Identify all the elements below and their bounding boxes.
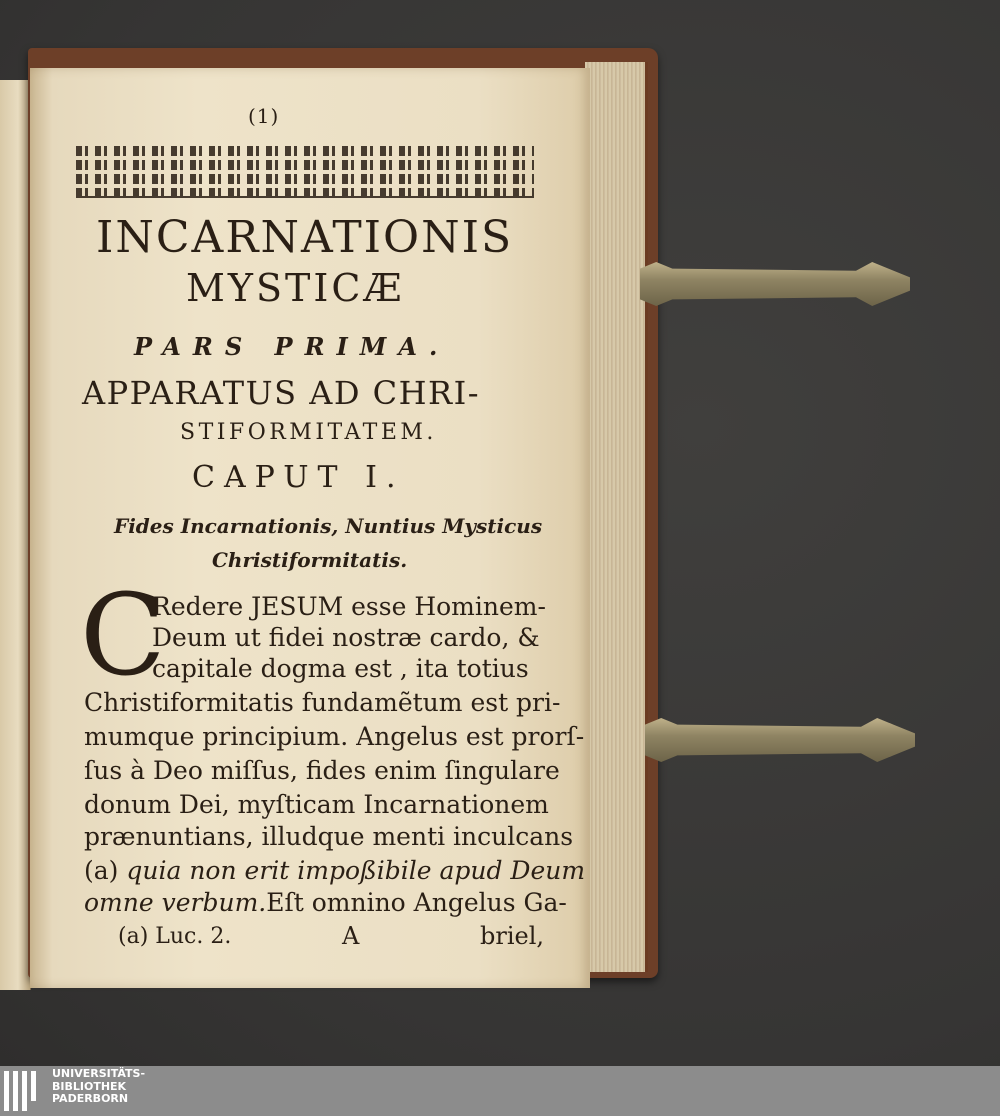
body-line	[84, 888, 567, 917]
page-number: (1)	[248, 104, 280, 128]
library-name-line-1: UNIVERSITÄTS-	[52, 1067, 146, 1080]
body-line: prænuntians, illudque menti inculcans	[84, 822, 574, 851]
body-line: Deum ut fidei nostræ cardo, &	[152, 623, 540, 652]
title-line-2: MYSTICÆ	[186, 266, 405, 310]
body-line: capitale dogma est , ita totius	[152, 654, 529, 683]
body-line: mumque principium. Angelus est prorſ-	[84, 722, 585, 751]
body-line: Christiformitatis fundamẽtum est pri-	[84, 688, 561, 717]
footnote-marker: (a)	[84, 856, 119, 885]
chapter-subtitle-line-2: Christiformitatis.	[212, 548, 408, 572]
library-name-line-3: PADERBORN	[52, 1092, 129, 1105]
title-line-1: INCARNATIONIS	[96, 212, 514, 263]
body-line: ſus à Deo miſſus, fides enim ſingulare	[84, 756, 560, 785]
scripture-quote: quia non erit impoßibile apud Deum	[126, 856, 586, 885]
left-page-edge	[0, 80, 31, 990]
library-logo-icon	[4, 1071, 44, 1111]
page-edges	[585, 62, 648, 972]
ornament-band-icon	[76, 142, 534, 198]
chapter-heading: CAPUT I.	[192, 460, 405, 495]
body-line-rest: Eſt omnino Angelus Ga-	[266, 888, 567, 917]
footer-bar	[0, 1066, 1000, 1116]
body-line: donum Dei, myſticam Incarnationem	[84, 790, 549, 819]
apparatus-heading-cont: STIFORMITATEM.	[180, 420, 437, 445]
pars-heading: PARS PRIMA.	[134, 332, 450, 361]
signature-mark: A	[342, 922, 360, 950]
chapter-subtitle-line-1: Fides Incarnationis, Nuntius Mysticus	[114, 514, 543, 538]
library-name-line-2: BIBLIOTHEK	[52, 1079, 127, 1093]
library-name	[52, 1068, 145, 1106]
body-line: Redere JESUM esse Hominem-	[152, 592, 546, 621]
apparatus-heading: APPARATUS AD CHRI-	[82, 374, 481, 412]
scripture-quote-end: omne verbum.	[84, 888, 267, 917]
body-line	[84, 856, 585, 885]
catchword: briel,	[480, 922, 545, 950]
footnote: (a) Luc. 2.	[118, 924, 232, 949]
drop-cap: C	[80, 571, 166, 701]
